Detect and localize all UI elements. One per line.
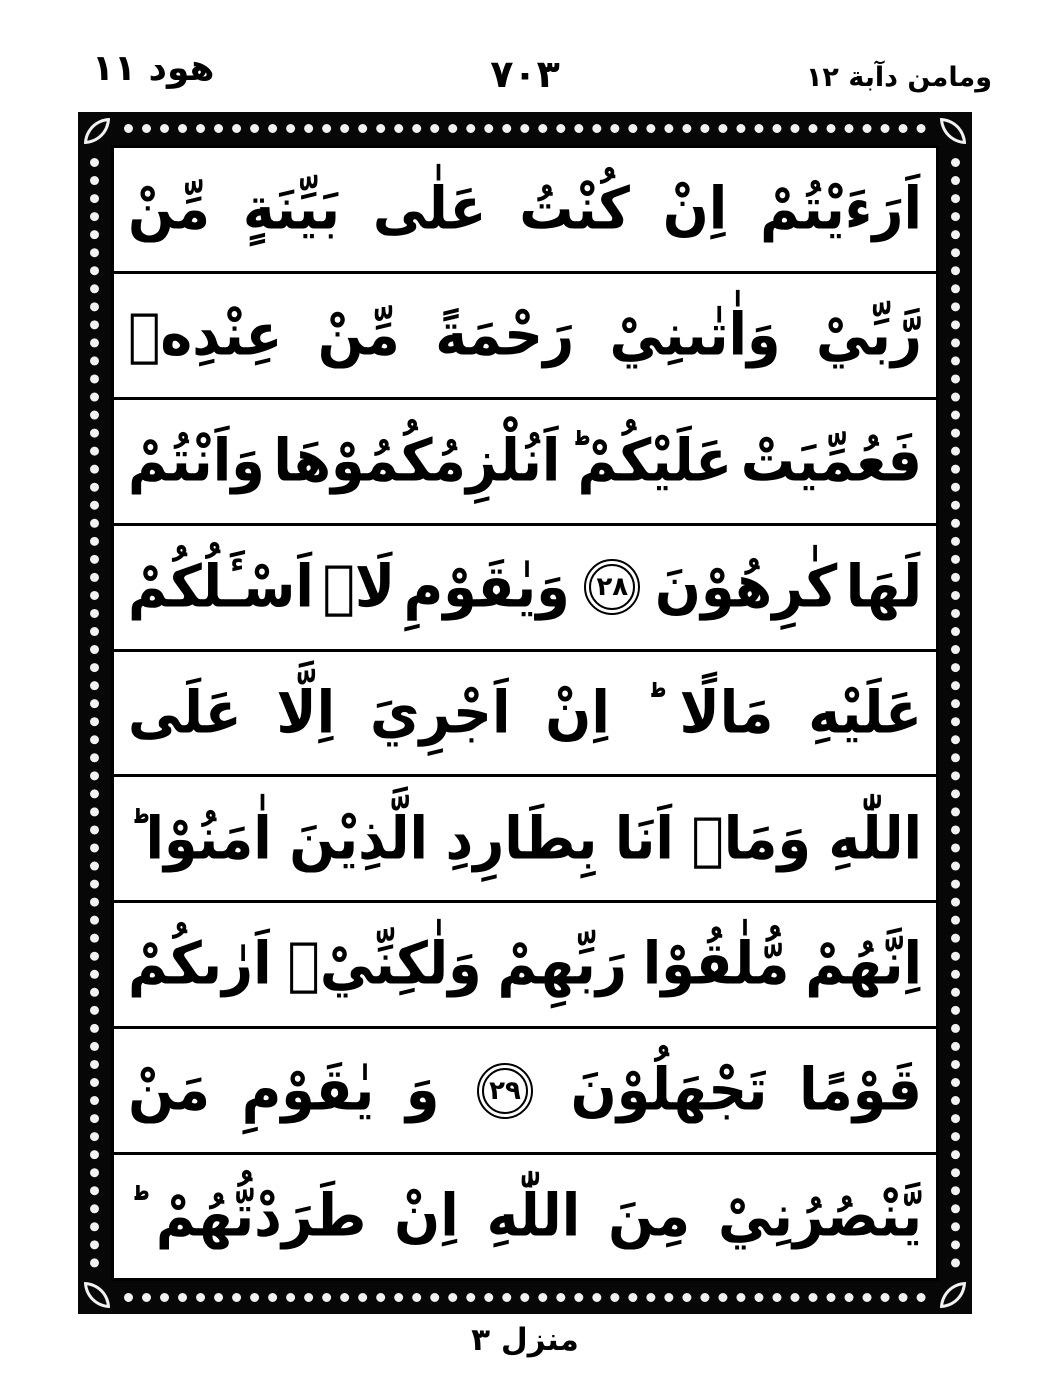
word: فَعُمِّيَتْ bbox=[740, 426, 922, 495]
quran-line-1 bbox=[114, 148, 936, 274]
word: اِلَّا bbox=[276, 678, 336, 747]
word: وَلٰكِنِّيْۤ bbox=[287, 929, 482, 998]
chain-ornament-left bbox=[90, 158, 99, 1268]
word: وَاَنْتُمْ bbox=[128, 426, 265, 495]
text-panel bbox=[111, 145, 939, 1281]
word: وَمَاۤ bbox=[691, 803, 812, 872]
word: يٰقَوْمِ bbox=[241, 1055, 375, 1124]
quran-line-3 bbox=[114, 400, 936, 526]
word: مَنْ bbox=[128, 1055, 211, 1124]
word: لَاۤ bbox=[322, 552, 396, 621]
word: الَّذِيْنَ bbox=[289, 803, 429, 872]
word: عَلَى bbox=[128, 678, 242, 747]
corner-ornament-icon bbox=[940, 1282, 966, 1308]
quran-line-9 bbox=[114, 1155, 936, 1278]
word: كُنْتُ bbox=[519, 174, 630, 243]
word: وَ bbox=[405, 1055, 440, 1124]
word: اِنْ bbox=[545, 678, 610, 747]
word: لَهَا bbox=[845, 552, 922, 621]
chain-ornament-bottom bbox=[124, 1293, 926, 1302]
word: مَالًا bbox=[679, 678, 774, 747]
juz-name-header: ومامن دآبة ١٢ bbox=[805, 62, 992, 93]
word: رَّبِّيْ bbox=[816, 300, 922, 369]
word: قَوْمًا bbox=[799, 1055, 922, 1124]
word: اَنُلْزِمُكُمُوْهَا bbox=[273, 426, 561, 495]
word: بَيِّنَةٍ bbox=[242, 174, 340, 243]
word: عَلَيْهِ bbox=[808, 678, 922, 747]
word: اِنَّهُمْ bbox=[805, 929, 922, 998]
word: وَاٰتٰىنِيْ bbox=[609, 300, 781, 369]
ornamental-border-frame bbox=[78, 112, 972, 1314]
quran-line-5 bbox=[114, 652, 936, 778]
word: رَحْمَةً bbox=[435, 300, 575, 369]
word: وَيٰقَوْمِ bbox=[403, 552, 570, 621]
word: عِنْدِهٖ bbox=[128, 300, 283, 369]
word: عَلٰى bbox=[372, 174, 487, 243]
word: بِطَارِدِ bbox=[445, 803, 598, 872]
word: يَّنْصُرُنِيْ bbox=[717, 1181, 922, 1250]
corner-ornament-icon bbox=[84, 1282, 110, 1308]
word: مِّنْ bbox=[317, 300, 400, 369]
word: اَنَا bbox=[614, 803, 674, 872]
corner-ornament-icon bbox=[84, 118, 110, 144]
word: اِنْ bbox=[394, 1181, 459, 1250]
word: اَرٰىكُمْ bbox=[128, 929, 272, 998]
word: طَرَدْتُّهُمْ bbox=[155, 1181, 367, 1250]
word: مُّلٰقُوْا bbox=[642, 929, 790, 998]
word: اٰمَنُوْا bbox=[145, 803, 272, 872]
chain-ornament-right bbox=[951, 158, 960, 1268]
page-number: ٧٠٣ bbox=[490, 52, 560, 96]
quran-line-6 bbox=[114, 777, 936, 903]
word: مِنَ bbox=[608, 1181, 691, 1250]
word: اللّٰهِ bbox=[486, 1181, 581, 1250]
corner-ornament-icon bbox=[940, 118, 966, 144]
word: كٰرِهُوْنَ bbox=[654, 552, 838, 621]
quran-line-8 bbox=[114, 1029, 936, 1155]
chain-ornament-top bbox=[124, 124, 926, 133]
quran-line-7 bbox=[114, 903, 936, 1029]
verse-number-marker: ٢٩ bbox=[477, 1063, 533, 1119]
word: اِنْ bbox=[662, 174, 728, 243]
surah-name-header: هود ١١ bbox=[92, 48, 215, 89]
word: اَسْـَٔلُكُمْ bbox=[128, 552, 314, 621]
word: تَجْهَلُوْنَ bbox=[570, 1055, 768, 1124]
verse-number-marker: ٢٨ bbox=[584, 559, 640, 615]
word: اللّٰهِ bbox=[828, 803, 922, 872]
word: اَجْرِيَ bbox=[369, 678, 511, 747]
quran-line-4 bbox=[114, 526, 936, 652]
manzil-footer: منزل ٣ bbox=[471, 1322, 579, 1358]
word: اَرَءَيْتُمْ bbox=[760, 174, 922, 243]
word: رَبِّهِمْ bbox=[497, 929, 627, 998]
quran-line-2 bbox=[114, 274, 936, 400]
word: مِّنْ bbox=[128, 174, 211, 243]
word: عَلَيْكُمْ bbox=[577, 426, 733, 495]
